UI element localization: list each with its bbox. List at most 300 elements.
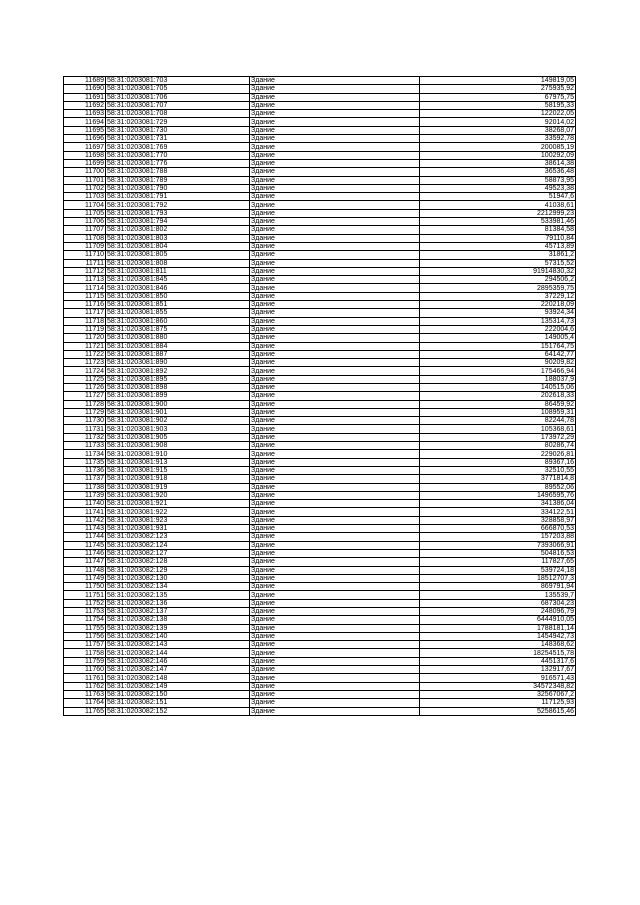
cadastral-value-cell: 108959,31 (420, 408, 576, 416)
object-type-cell: Здание (250, 483, 420, 491)
table-row (64, 325, 576, 333)
object-type-cell: Здание (250, 259, 420, 267)
cadastral-number-cell: 58:31:0203081:884 (106, 342, 250, 350)
cadastral-value-cell: 81384,58 (420, 226, 576, 234)
object-type-cell: Здание (250, 666, 420, 674)
row-number-cell: 11701 (64, 176, 106, 184)
table-row (64, 649, 576, 657)
cadastral-number-cell: 58:31:0203081:913 (106, 458, 250, 466)
table-row (64, 707, 576, 715)
row-number-cell: 11746 (64, 549, 106, 557)
object-type-cell: Здание (250, 699, 420, 707)
cadastral-value-cell: 3771814,8 (420, 475, 576, 483)
row-number-cell: 11731 (64, 425, 106, 433)
table-row (64, 624, 576, 632)
cadastral-number-cell: 58:31:0203081:860 (106, 317, 250, 325)
table-row (64, 525, 576, 533)
row-number-cell: 11756 (64, 632, 106, 640)
object-type-cell: Здание (250, 334, 420, 342)
row-number-cell: 11765 (64, 707, 106, 715)
cadastral-value-cell: 90209,82 (420, 359, 576, 367)
row-number-cell: 11709 (64, 242, 106, 250)
object-type-cell: Здание (250, 77, 420, 85)
object-type-cell: Здание (250, 458, 420, 466)
table-row (64, 234, 576, 242)
object-type-cell: Здание (250, 549, 420, 557)
object-type-cell: Здание (250, 135, 420, 143)
object-type-cell: Здание (250, 317, 420, 325)
table-row (64, 674, 576, 682)
row-number-cell: 11728 (64, 400, 106, 408)
row-number-cell: 11760 (64, 666, 106, 674)
table-row (64, 491, 576, 499)
row-number-cell: 11696 (64, 135, 106, 143)
cadastral-value-cell: 151764,75 (420, 342, 576, 350)
row-number-cell: 11759 (64, 657, 106, 665)
table-row (64, 417, 576, 425)
row-number-cell: 11750 (64, 583, 106, 591)
object-type-cell: Здание (250, 101, 420, 109)
cadastral-value-cell: 222004,6 (420, 325, 576, 333)
cadastral-registry-table (63, 76, 576, 716)
object-type-cell: Здание (250, 433, 420, 441)
table-row (64, 292, 576, 300)
cadastral-value-cell: 31861,2 (420, 251, 576, 259)
cadastral-value-cell: 341386,04 (420, 500, 576, 508)
cadastral-number-cell: 58:31:0203081:846 (106, 284, 250, 292)
cadastral-value-cell: 117125,93 (420, 699, 576, 707)
row-number-cell: 11689 (64, 77, 106, 85)
cadastral-number-cell: 58:31:0203081:923 (106, 516, 250, 524)
object-type-cell: Здание (250, 218, 420, 226)
table-row (64, 475, 576, 483)
cadastral-value-cell: 140515,06 (420, 383, 576, 391)
table-row (64, 359, 576, 367)
row-number-cell: 11707 (64, 226, 106, 234)
cadastral-number-cell: 58:31:0203082:147 (106, 666, 250, 674)
table-row (64, 309, 576, 317)
table-row (64, 184, 576, 192)
row-number-cell: 11729 (64, 408, 106, 416)
cadastral-number-cell: 58:31:0203081:920 (106, 491, 250, 499)
table-row (64, 533, 576, 541)
cadastral-number-cell: 58:31:0203081:730 (106, 126, 250, 134)
cadastral-number-cell: 58:31:0203081:919 (106, 483, 250, 491)
cadastral-value-cell: 6444910,05 (420, 616, 576, 624)
cadastral-number-cell: 58:31:0203081:899 (106, 392, 250, 400)
table-row (64, 583, 576, 591)
cadastral-number-cell: 58:31:0203082:143 (106, 641, 250, 649)
cadastral-number-cell: 58:31:0203082:148 (106, 674, 250, 682)
table-row (64, 367, 576, 375)
row-number-cell: 11717 (64, 309, 106, 317)
row-number-cell: 11764 (64, 699, 106, 707)
object-type-cell: Здание (250, 417, 420, 425)
object-type-cell: Здание (250, 126, 420, 134)
cadastral-value-cell: 38268,07 (420, 126, 576, 134)
row-number-cell: 11737 (64, 475, 106, 483)
cadastral-value-cell: 2212999,23 (420, 209, 576, 217)
object-type-cell: Здание (250, 450, 420, 458)
object-type-cell: Здание (250, 491, 420, 499)
cadastral-number-cell: 58:31:0203081:892 (106, 367, 250, 375)
row-number-cell: 11705 (64, 209, 106, 217)
cadastral-number-cell: 58:31:0203081:794 (106, 218, 250, 226)
cadastral-value-cell: 7393066,91 (420, 541, 576, 549)
object-type-cell: Здание (250, 367, 420, 375)
cadastral-value-cell: 248096,79 (420, 608, 576, 616)
cadastral-number-cell: 58:31:0203082:135 (106, 591, 250, 599)
object-type-cell: Здание (250, 657, 420, 665)
row-number-cell: 11730 (64, 417, 106, 425)
cadastral-value-cell: 294506,2 (420, 276, 576, 284)
object-type-cell: Здание (250, 193, 420, 201)
cadastral-value-cell: 80286,74 (420, 442, 576, 450)
object-type-cell: Здание (250, 359, 420, 367)
row-number-cell: 11713 (64, 276, 106, 284)
cadastral-number-cell: 58:31:0203081:703 (106, 77, 250, 85)
cadastral-value-cell: 34572348,82 (420, 682, 576, 690)
object-type-cell: Здание (250, 558, 420, 566)
row-number-cell: 11749 (64, 574, 106, 582)
row-number-cell: 11762 (64, 682, 106, 690)
cadastral-value-cell: 105368,61 (420, 425, 576, 433)
cadastral-value-cell: 82244,78 (420, 417, 576, 425)
row-number-cell: 11718 (64, 317, 106, 325)
table-row (64, 110, 576, 118)
cadastral-value-cell: 51947,6 (420, 193, 576, 201)
table-row (64, 383, 576, 391)
table-row (64, 267, 576, 275)
object-type-cell: Здание (250, 292, 420, 300)
cadastral-number-cell: 58:31:0203081:903 (106, 425, 250, 433)
object-type-cell: Здание (250, 267, 420, 275)
cadastral-value-cell: 869791,94 (420, 583, 576, 591)
cadastral-value-cell: 86459,92 (420, 400, 576, 408)
object-type-cell: Здание (250, 201, 420, 209)
cadastral-number-cell: 58:31:0203081:898 (106, 383, 250, 391)
cadastral-value-cell: 149819,05 (420, 77, 576, 85)
row-number-cell: 11716 (64, 301, 106, 309)
row-number-cell: 11697 (64, 143, 106, 151)
cadastral-number-cell: 58:31:0203081:791 (106, 193, 250, 201)
cadastral-value-cell: 157203,88 (420, 533, 576, 541)
table-row (64, 458, 576, 466)
table-row (64, 508, 576, 516)
row-number-cell: 11692 (64, 101, 106, 109)
object-type-cell: Здание (250, 276, 420, 284)
cadastral-number-cell: 58:31:0203082:138 (106, 616, 250, 624)
cadastral-number-cell: 58:31:0203081:789 (106, 176, 250, 184)
object-type-cell: Здание (250, 143, 420, 151)
cadastral-value-cell: 36536,48 (420, 168, 576, 176)
object-type-cell: Здание (250, 176, 420, 184)
table-row (64, 450, 576, 458)
row-number-cell: 11722 (64, 350, 106, 358)
table-row (64, 657, 576, 665)
cadastral-number-cell: 58:31:0203081:803 (106, 234, 250, 242)
row-number-cell: 11723 (64, 359, 106, 367)
object-type-cell: Здание (250, 242, 420, 250)
cadastral-number-cell: 58:31:0203082:129 (106, 566, 250, 574)
object-type-cell: Здание (250, 118, 420, 126)
row-number-cell: 11739 (64, 491, 106, 499)
cadastral-value-cell: 135539,7 (420, 591, 576, 599)
object-type-cell: Здание (250, 574, 420, 582)
row-number-cell: 11715 (64, 292, 106, 300)
cadastral-value-cell: 504816,53 (420, 549, 576, 557)
cadastral-number-cell: 58:31:0203081:805 (106, 251, 250, 259)
row-number-cell: 11751 (64, 591, 106, 599)
table-row (64, 566, 576, 574)
object-type-cell: Здание (250, 284, 420, 292)
cadastral-value-cell: 64142,77 (420, 350, 576, 358)
row-number-cell: 11734 (64, 450, 106, 458)
row-number-cell: 11761 (64, 674, 106, 682)
cadastral-number-cell: 58:31:0203081:731 (106, 135, 250, 143)
cadastral-value-cell: 149005,4 (420, 334, 576, 342)
cadastral-number-cell: 58:31:0203082:134 (106, 583, 250, 591)
cadastral-value-cell: 58195,33 (420, 101, 576, 109)
row-number-cell: 11720 (64, 334, 106, 342)
row-number-cell: 11710 (64, 251, 106, 259)
cadastral-value-cell: 202618,33 (420, 392, 576, 400)
table-row (64, 666, 576, 674)
object-type-cell: Здание (250, 350, 420, 358)
cadastral-value-cell: 539724,18 (420, 566, 576, 574)
cadastral-number-cell: 58:31:0203081:811 (106, 267, 250, 275)
row-number-cell: 11736 (64, 466, 106, 474)
table-row (64, 159, 576, 167)
object-type-cell: Здание (250, 184, 420, 192)
table-row (64, 350, 576, 358)
cadastral-number-cell: 58:31:0203081:875 (106, 325, 250, 333)
object-type-cell: Здание (250, 641, 420, 649)
row-number-cell: 11726 (64, 383, 106, 391)
object-type-cell: Здание (250, 624, 420, 632)
cadastral-value-cell: 175466,94 (420, 367, 576, 375)
table-row (64, 375, 576, 383)
row-number-cell: 11721 (64, 342, 106, 350)
cadastral-number-cell: 58:31:0203081:769 (106, 143, 250, 151)
cadastral-number-cell: 58:31:0203081:706 (106, 93, 250, 101)
table-row (64, 93, 576, 101)
row-number-cell: 11702 (64, 184, 106, 192)
row-number-cell: 11708 (64, 234, 106, 242)
row-number-cell: 11738 (64, 483, 106, 491)
object-type-cell: Здание (250, 516, 420, 524)
table-row (64, 400, 576, 408)
cadastral-number-cell: 58:31:0203082:144 (106, 649, 250, 657)
row-number-cell: 11732 (64, 433, 106, 441)
table-row (64, 632, 576, 640)
table-row (64, 176, 576, 184)
object-type-cell: Здание (250, 392, 420, 400)
cadastral-value-cell: 57315,52 (420, 259, 576, 267)
cadastral-number-cell: 58:31:0203081:908 (106, 442, 250, 450)
cadastral-number-cell: 58:31:0203082:136 (106, 599, 250, 607)
cadastral-number-cell: 58:31:0203081:804 (106, 242, 250, 250)
cadastral-value-cell: 916571,43 (420, 674, 576, 682)
row-number-cell: 11725 (64, 375, 106, 383)
row-number-cell: 11735 (64, 458, 106, 466)
row-number-cell: 11752 (64, 599, 106, 607)
cadastral-value-cell: 92014,02 (420, 118, 576, 126)
row-number-cell: 11763 (64, 690, 106, 698)
cadastral-value-cell: 687304,23 (420, 599, 576, 607)
cadastral-value-cell: 328858,97 (420, 516, 576, 524)
table-row (64, 126, 576, 134)
row-number-cell: 11747 (64, 558, 106, 566)
object-type-cell: Здание (250, 583, 420, 591)
table-row (64, 342, 576, 350)
object-type-cell: Здание (250, 525, 420, 533)
table-row (64, 85, 576, 93)
table-row (64, 516, 576, 524)
object-type-cell: Здание (250, 93, 420, 101)
cadastral-number-cell: 58:31:0203081:845 (106, 276, 250, 284)
row-number-cell: 11698 (64, 151, 106, 159)
cadastral-number-cell: 58:31:0203082:151 (106, 699, 250, 707)
cadastral-number-cell: 58:31:0203081:793 (106, 209, 250, 217)
row-number-cell: 11733 (64, 442, 106, 450)
cadastral-value-cell: 79110,84 (420, 234, 576, 242)
cadastral-value-cell: 135314,73 (420, 317, 576, 325)
object-type-cell: Здание (250, 209, 420, 217)
object-type-cell: Здание (250, 234, 420, 242)
row-number-cell: 11754 (64, 616, 106, 624)
cadastral-value-cell: 49523,38 (420, 184, 576, 192)
cadastral-value-cell: 41038,61 (420, 201, 576, 209)
cadastral-value-cell: 666870,53 (420, 525, 576, 533)
object-type-cell: Здание (250, 408, 420, 416)
cadastral-value-cell: 37229,12 (420, 292, 576, 300)
cadastral-value-cell: 1788181,14 (420, 624, 576, 632)
table-row (64, 690, 576, 698)
row-number-cell: 11748 (64, 566, 106, 574)
cadastral-number-cell: 58:31:0203082:139 (106, 624, 250, 632)
table-row (64, 201, 576, 209)
object-type-cell: Здание (250, 674, 420, 682)
cadastral-number-cell: 58:31:0203081:729 (106, 118, 250, 126)
table-row (64, 442, 576, 450)
object-type-cell: Здание (250, 325, 420, 333)
row-number-cell: 11706 (64, 218, 106, 226)
row-number-cell: 11753 (64, 608, 106, 616)
table-body (64, 77, 576, 716)
cadastral-number-cell: 58:31:0203082:127 (106, 549, 250, 557)
cadastral-value-cell: 18512707,3 (420, 574, 576, 582)
cadastral-value-cell: 45713,89 (420, 242, 576, 250)
object-type-cell: Здание (250, 508, 420, 516)
cadastral-number-cell: 58:31:0203082:149 (106, 682, 250, 690)
cadastral-value-cell: 2895359,75 (420, 284, 576, 292)
table-row (64, 135, 576, 143)
table-row (64, 682, 576, 690)
object-type-cell: Здание (250, 442, 420, 450)
cadastral-value-cell: 1454942,73 (420, 632, 576, 640)
object-type-cell: Здание (250, 342, 420, 350)
cadastral-value-cell: 229026,81 (420, 450, 576, 458)
object-type-cell: Здание (250, 425, 420, 433)
table-row (64, 168, 576, 176)
object-type-cell: Здание (250, 251, 420, 259)
table-row (64, 77, 576, 85)
cadastral-value-cell: 32567067,2 (420, 690, 576, 698)
cadastral-value-cell: 18254515,78 (420, 649, 576, 657)
object-type-cell: Здание (250, 500, 420, 508)
table-row (64, 616, 576, 624)
cadastral-value-cell: 5258615,46 (420, 707, 576, 715)
cadastral-value-cell: 148368,62 (420, 641, 576, 649)
cadastral-number-cell: 58:31:0203082:137 (106, 608, 250, 616)
row-number-cell: 11757 (64, 641, 106, 649)
cadastral-number-cell: 58:31:0203081:887 (106, 350, 250, 358)
cadastral-value-cell: 220218,09 (420, 301, 576, 309)
table-row (64, 218, 576, 226)
table-row (64, 301, 576, 309)
cadastral-value-cell: 4451317,6 (420, 657, 576, 665)
table-row (64, 392, 576, 400)
table-row (64, 541, 576, 549)
cadastral-value-cell: 33592,78 (420, 135, 576, 143)
row-number-cell: 11693 (64, 110, 106, 118)
cadastral-value-cell: 275935,92 (420, 85, 576, 93)
cadastral-value-cell: 132917,67 (420, 666, 576, 674)
cadastral-value-cell: 89552,06 (420, 483, 576, 491)
table-row (64, 425, 576, 433)
object-type-cell: Здание (250, 151, 420, 159)
cadastral-number-cell: 58:31:0203082:140 (106, 632, 250, 640)
cadastral-number-cell: 58:31:0203081:770 (106, 151, 250, 159)
cadastral-value-cell: 91914830,32 (420, 267, 576, 275)
cadastral-value-cell: 122022,05 (420, 110, 576, 118)
cadastral-number-cell: 58:31:0203081:708 (106, 110, 250, 118)
cadastral-value-cell: 100292,09 (420, 151, 576, 159)
object-type-cell: Здание (250, 85, 420, 93)
row-number-cell: 11744 (64, 533, 106, 541)
row-number-cell: 11712 (64, 267, 106, 275)
table-row (64, 591, 576, 599)
cadastral-number-cell: 58:31:0203082:130 (106, 574, 250, 582)
cadastral-value-cell: 89367,16 (420, 458, 576, 466)
cadastral-value-cell: 117827,65 (420, 558, 576, 566)
cadastral-value-cell: 173972,29 (420, 433, 576, 441)
cadastral-number-cell: 58:31:0203081:895 (106, 375, 250, 383)
table-row (64, 284, 576, 292)
object-type-cell: Здание (250, 226, 420, 234)
cadastral-value-cell: 200085,19 (420, 143, 576, 151)
object-type-cell: Здание (250, 566, 420, 574)
table-row (64, 599, 576, 607)
row-number-cell: 11755 (64, 624, 106, 632)
cadastral-number-cell: 58:31:0203081:880 (106, 334, 250, 342)
object-type-cell: Здание (250, 383, 420, 391)
table-row (64, 118, 576, 126)
cadastral-number-cell: 58:31:0203081:900 (106, 400, 250, 408)
table-row (64, 699, 576, 707)
table-row (64, 259, 576, 267)
cadastral-number-cell: 58:31:0203081:901 (106, 408, 250, 416)
object-type-cell: Здание (250, 475, 420, 483)
table-row (64, 151, 576, 159)
object-type-cell: Здание (250, 707, 420, 715)
cadastral-number-cell: 58:31:0203081:790 (106, 184, 250, 192)
table-row (64, 608, 576, 616)
object-type-cell: Здание (250, 682, 420, 690)
row-number-cell: 11740 (64, 500, 106, 508)
cadastral-number-cell: 58:31:0203081:921 (106, 500, 250, 508)
